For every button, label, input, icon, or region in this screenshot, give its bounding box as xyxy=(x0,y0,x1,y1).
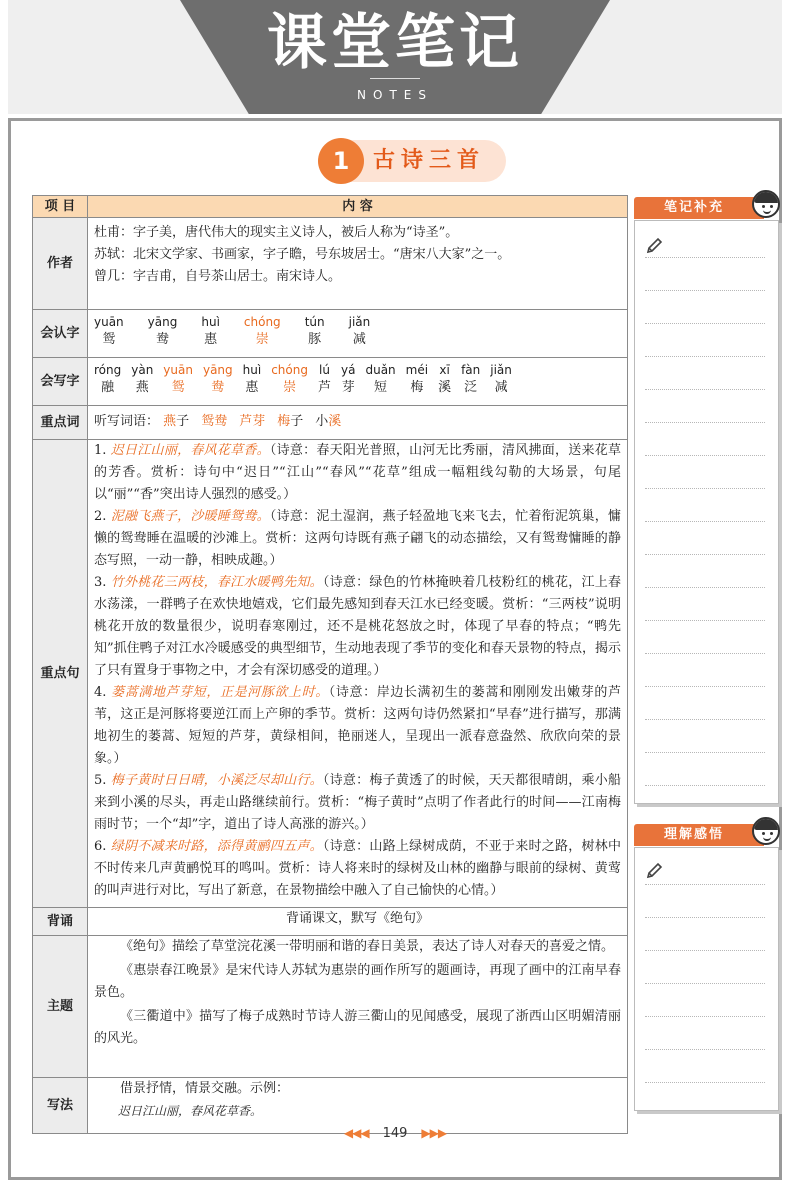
words-line xyxy=(94,406,621,433)
note-line xyxy=(645,1049,765,1050)
sentence-annotation: （诗意：山路上绿树成荫，不亚于来时之路，树林中不时传来几声黄鹂悦耳的鸣叫。赏析：诗人将来时的绿树及山林的幽静与眼前的绿树、黄莺的叫声进行对比，写出了新意，在景物描绘中融入了自己愉快的心情。） xyxy=(94,839,621,898)
key-sentence xyxy=(94,440,621,506)
word-highlight: 鸳鸯 xyxy=(201,414,228,429)
author-line: 曾几：字吉甫，自号茶山居士。南宋诗人。 xyxy=(94,269,342,284)
char-column xyxy=(271,361,308,397)
note-line xyxy=(645,620,765,621)
key-sentence xyxy=(94,770,621,836)
hanzi: 崇 xyxy=(255,332,269,347)
dictation-word xyxy=(163,414,189,429)
char-column xyxy=(244,313,281,349)
pencil-icon xyxy=(645,237,665,255)
poem-quote: 绿阴不减来时路，添得黄鹂四五声。 xyxy=(110,839,323,854)
row-label-theme: 主题 xyxy=(33,936,88,1078)
recognize-content xyxy=(88,310,628,358)
note-line xyxy=(645,323,765,324)
hanzi: 鸳 xyxy=(171,380,185,395)
sentence-number: 3. xyxy=(94,575,111,590)
sentence-annotation: （诗意：春天阳光普照，山河无比秀丽，清风拂面，送来花草的芳香。赏析：诗句中“迟日”“江山”“春风”“花草”组成一幅粗线勾勒的大场景，句尾以“丽”“香”突出诗人强烈的感受。） xyxy=(94,443,621,502)
sentence-number: 5. xyxy=(94,773,111,788)
row-label-recite: 背诵 xyxy=(33,908,88,936)
table-row-words xyxy=(33,406,628,440)
word-highlight: 燕 xyxy=(163,414,177,429)
table-row-theme xyxy=(33,936,628,1078)
poem-quote: 蒌蒿满地芦芽短，正是河豚欲上时。 xyxy=(111,685,329,700)
table-row-recite xyxy=(33,908,628,936)
author-line: 苏轼：北宋文学家、书画家，字子瞻，号东坡居士。“唐宋八大家”之一。 xyxy=(94,247,511,262)
table-header-row xyxy=(33,196,628,218)
char-column xyxy=(94,361,121,397)
char-column xyxy=(94,313,124,349)
page-footer xyxy=(0,1126,790,1141)
girl-face-icon xyxy=(752,190,780,218)
note-line xyxy=(645,983,765,984)
sentences-content xyxy=(88,440,628,908)
sentence-annotation: （诗意：岸边长满初生的蒌蒿和刚刚发出嫩芽的芦苇，这正是河豚将要逆江而上产卵的季节。赏析：这两句诗仍然紧扣“早春”进行描写，那满地初生的蒌蒿、短短的芦芽，黄绿相间，艳丽迷人，呈现出一派春意盎然、欣欣向荣的景象。） xyxy=(94,685,621,766)
hanzi: 豚 xyxy=(308,332,322,347)
char-column xyxy=(148,313,178,349)
pinyin: yāng xyxy=(147,315,178,329)
pinyin: huì xyxy=(242,363,262,377)
pinyin: jiǎn xyxy=(348,315,371,329)
row-label-method: 写法 xyxy=(33,1078,88,1134)
word-highlight: 溪 xyxy=(328,414,342,429)
hanzi: 溪 xyxy=(438,380,452,395)
char-column xyxy=(461,361,480,397)
note-line xyxy=(645,389,765,390)
char-column xyxy=(163,361,193,397)
notes-supplement-tab: 笔记补充 xyxy=(634,197,764,219)
pinyin: yàn xyxy=(131,363,154,377)
pinyin: chóng xyxy=(243,315,281,329)
words-content xyxy=(88,406,628,440)
sentence-number: 6. xyxy=(94,839,111,854)
char-column xyxy=(243,361,262,397)
char-column xyxy=(318,361,331,397)
table-row-author xyxy=(33,218,628,310)
sentence-annotation: （诗意：绿色的竹林掩映着几枝粉红的桃花，江上春水荡漾，一群鸭子在欢快地嬉戏，它们最先感知到春天江水已经变暖。赏析：“三两枝”说明桃花开放的数量很少，说明春寒刚过，还不是桃花怒放之时，体现了早春的特点；“鸭先知”抓住鸭子对江水冷暖感受的典型细节，生动地表现了季节的变化和春天景物的特点，揭示了只有置身于事物之中，才会有深切感受的道理。） xyxy=(94,575,621,678)
word-plain: 子 xyxy=(290,414,304,429)
poem-quote: 迟日江山丽，春风花草香。 xyxy=(110,443,270,458)
method-text: 借景抒情，情景交融。示例： xyxy=(120,1081,290,1096)
note-line xyxy=(645,356,765,357)
hanzi: 减 xyxy=(494,380,508,395)
note-line xyxy=(645,488,765,489)
notes-supplement-box[interactable] xyxy=(634,220,779,804)
note-line xyxy=(645,884,765,885)
note-line xyxy=(645,686,765,687)
key-sentence xyxy=(94,836,621,902)
author-content xyxy=(88,218,628,310)
lesson-number-badge: 1 xyxy=(318,138,364,184)
hanzi: 梅 xyxy=(410,380,424,395)
pinyin: chóng xyxy=(271,363,308,377)
char-column xyxy=(201,313,220,349)
page-number: 149 xyxy=(382,1126,408,1141)
char-column xyxy=(365,361,395,397)
pinyin: yuān xyxy=(94,315,124,329)
char-column xyxy=(131,361,153,397)
note-line xyxy=(645,1082,765,1083)
header-divider xyxy=(370,78,420,79)
note-line xyxy=(645,554,765,555)
pinyin: yāng xyxy=(202,363,233,377)
note-line xyxy=(645,917,765,918)
note-line xyxy=(645,719,765,720)
next-page-arrows-icon[interactable]: ▶▶▶ xyxy=(421,1126,447,1140)
note-line xyxy=(645,785,765,786)
recite-content: 背诵课文，默写《绝句》 xyxy=(88,908,628,936)
word-highlight: 梅 xyxy=(277,414,291,429)
theme-paragraph: 《惠崇春江晚景》是宋代诗人苏轼为惠崇的画作所写的题画诗，再现了画中的江南早春景色。 xyxy=(94,963,621,1000)
word-plain: 小 xyxy=(315,414,329,429)
sentence-annotation: （诗意：梅子黄透了的时候，天天都很晴朗，乘小船来到小溪的尽头，再走山路继续前行。赏析：“梅子黄时”点明了作者此行的时间——江南梅雨时节；一个“却”字，道出了诗人高涨的游兴。） xyxy=(94,773,621,832)
dictation-word xyxy=(201,414,227,429)
char-column xyxy=(341,361,355,397)
word-plain: 子 xyxy=(176,414,190,429)
note-line xyxy=(645,587,765,588)
notes-table xyxy=(32,195,628,1134)
theme-content xyxy=(88,936,628,1078)
page-header-title: 课堂笔记 xyxy=(267,8,523,78)
theme-paragraph: 《绝句》描绘了草堂浣花溪一带明丽和谐的春日美景，表达了诗人对春天的喜爱之情。 xyxy=(120,939,615,954)
prev-page-arrows-icon[interactable]: ◀◀◀ xyxy=(343,1126,369,1140)
sentence-number: 1. xyxy=(94,443,111,458)
key-sentence xyxy=(94,682,621,770)
char-column xyxy=(203,361,233,397)
pencil-icon xyxy=(645,862,665,880)
poem-quote: 竹外桃花三两枝，春江水暖鸭先知。 xyxy=(110,575,323,590)
hanzi: 惠 xyxy=(204,332,218,347)
note-line xyxy=(645,1016,765,1017)
hanzi: 短 xyxy=(374,380,388,395)
hanzi: 惠 xyxy=(245,380,259,395)
pinyin: duǎn xyxy=(365,363,396,377)
note-line xyxy=(645,257,765,258)
note-line xyxy=(645,455,765,456)
header-cell-item: 项 目 xyxy=(33,196,88,218)
note-line xyxy=(645,422,765,423)
recognize-char-grid xyxy=(94,310,621,349)
word-highlight: 芦芽 xyxy=(239,414,266,429)
row-label-write: 会写字 xyxy=(33,358,88,406)
char-column xyxy=(490,361,512,397)
row-label-sentences: 重点句 xyxy=(33,440,88,908)
theme-paragraph: 《三衢道中》描写了梅子成熟时节诗人游三衢山的见闻感受，展现了浙西山区明媚清丽的风光。 xyxy=(94,1009,621,1046)
dictation-word xyxy=(239,414,265,429)
poem-quote: 梅子黄时日日晴，小溪泛尽却山行。 xyxy=(110,773,323,788)
poem-quote: 泥融飞燕子，沙暖睡鸳鸯。 xyxy=(110,509,270,524)
pinyin: méi xyxy=(405,363,429,377)
hanzi: 崇 xyxy=(283,380,297,395)
note-line xyxy=(645,653,765,654)
pinyin: yuān xyxy=(163,363,193,377)
author-line: 杜甫：字子美，唐代伟大的现实主义诗人，被后人称为“诗圣”。 xyxy=(94,225,459,240)
note-line xyxy=(645,752,765,753)
pinyin: lú xyxy=(319,363,330,377)
girl-face-icon xyxy=(752,817,780,845)
note-line xyxy=(645,521,765,522)
char-column xyxy=(305,313,325,349)
pinyin: fàn xyxy=(461,363,481,377)
hanzi: 燕 xyxy=(135,380,149,395)
dictation-word xyxy=(277,414,303,429)
key-sentence xyxy=(94,572,621,682)
key-sentence xyxy=(94,506,621,572)
row-label-words: 重点词 xyxy=(33,406,88,440)
sentence-number: 4. xyxy=(94,685,112,700)
understanding-tab: 理解感悟 xyxy=(634,824,764,846)
write-content xyxy=(88,358,628,406)
header-cell-content: 内 容 xyxy=(88,196,628,218)
char-column xyxy=(406,361,428,397)
pinyin: yá xyxy=(341,363,356,377)
pinyin: tún xyxy=(304,315,325,329)
table-row-sentences xyxy=(33,440,628,908)
sentence-number: 2. xyxy=(94,509,111,524)
hanzi: 芦 xyxy=(317,380,331,395)
hanzi: 融 xyxy=(101,380,115,395)
row-label-recognize: 会认字 xyxy=(33,310,88,358)
char-column xyxy=(438,361,451,397)
page-header-subtitle: NOTES xyxy=(357,88,433,102)
lesson-title: 古诗三首 xyxy=(373,148,486,173)
row-label-author: 作者 xyxy=(33,218,88,310)
hanzi: 泛 xyxy=(464,380,478,395)
understanding-box[interactable] xyxy=(634,847,779,1111)
pinyin: huì xyxy=(201,315,220,329)
table-row-recognize xyxy=(33,310,628,358)
pinyin: róng xyxy=(94,363,122,377)
words-prefix: 听写词语： xyxy=(94,414,160,429)
sentence-annotation: （诗意：泥土湿润，燕子轻盈地飞来飞去，忙着衔泥筑巢，慵懒的鸳鸯睡在温暖的沙滩上。赏析：这两句诗既有燕子翩飞的动态描绘，又有鸳鸯慵睡的静态写照，一动一静，相映成趣。） xyxy=(94,509,621,568)
note-line xyxy=(645,950,765,951)
hanzi: 芽 xyxy=(341,380,355,395)
hanzi: 鸯 xyxy=(211,380,225,395)
pinyin: xī xyxy=(439,363,450,377)
table-row-write xyxy=(33,358,628,406)
hanzi: 鸯 xyxy=(156,332,170,347)
dictation-word xyxy=(315,414,341,429)
char-column xyxy=(349,313,371,349)
pinyin: jiǎn xyxy=(490,363,512,377)
hanzi: 减 xyxy=(352,332,366,347)
note-line xyxy=(645,290,765,291)
hanzi: 鸳 xyxy=(102,332,116,347)
write-char-grid xyxy=(94,358,621,397)
method-example: 迟日江山丽，春风花草香。 xyxy=(118,1104,263,1118)
